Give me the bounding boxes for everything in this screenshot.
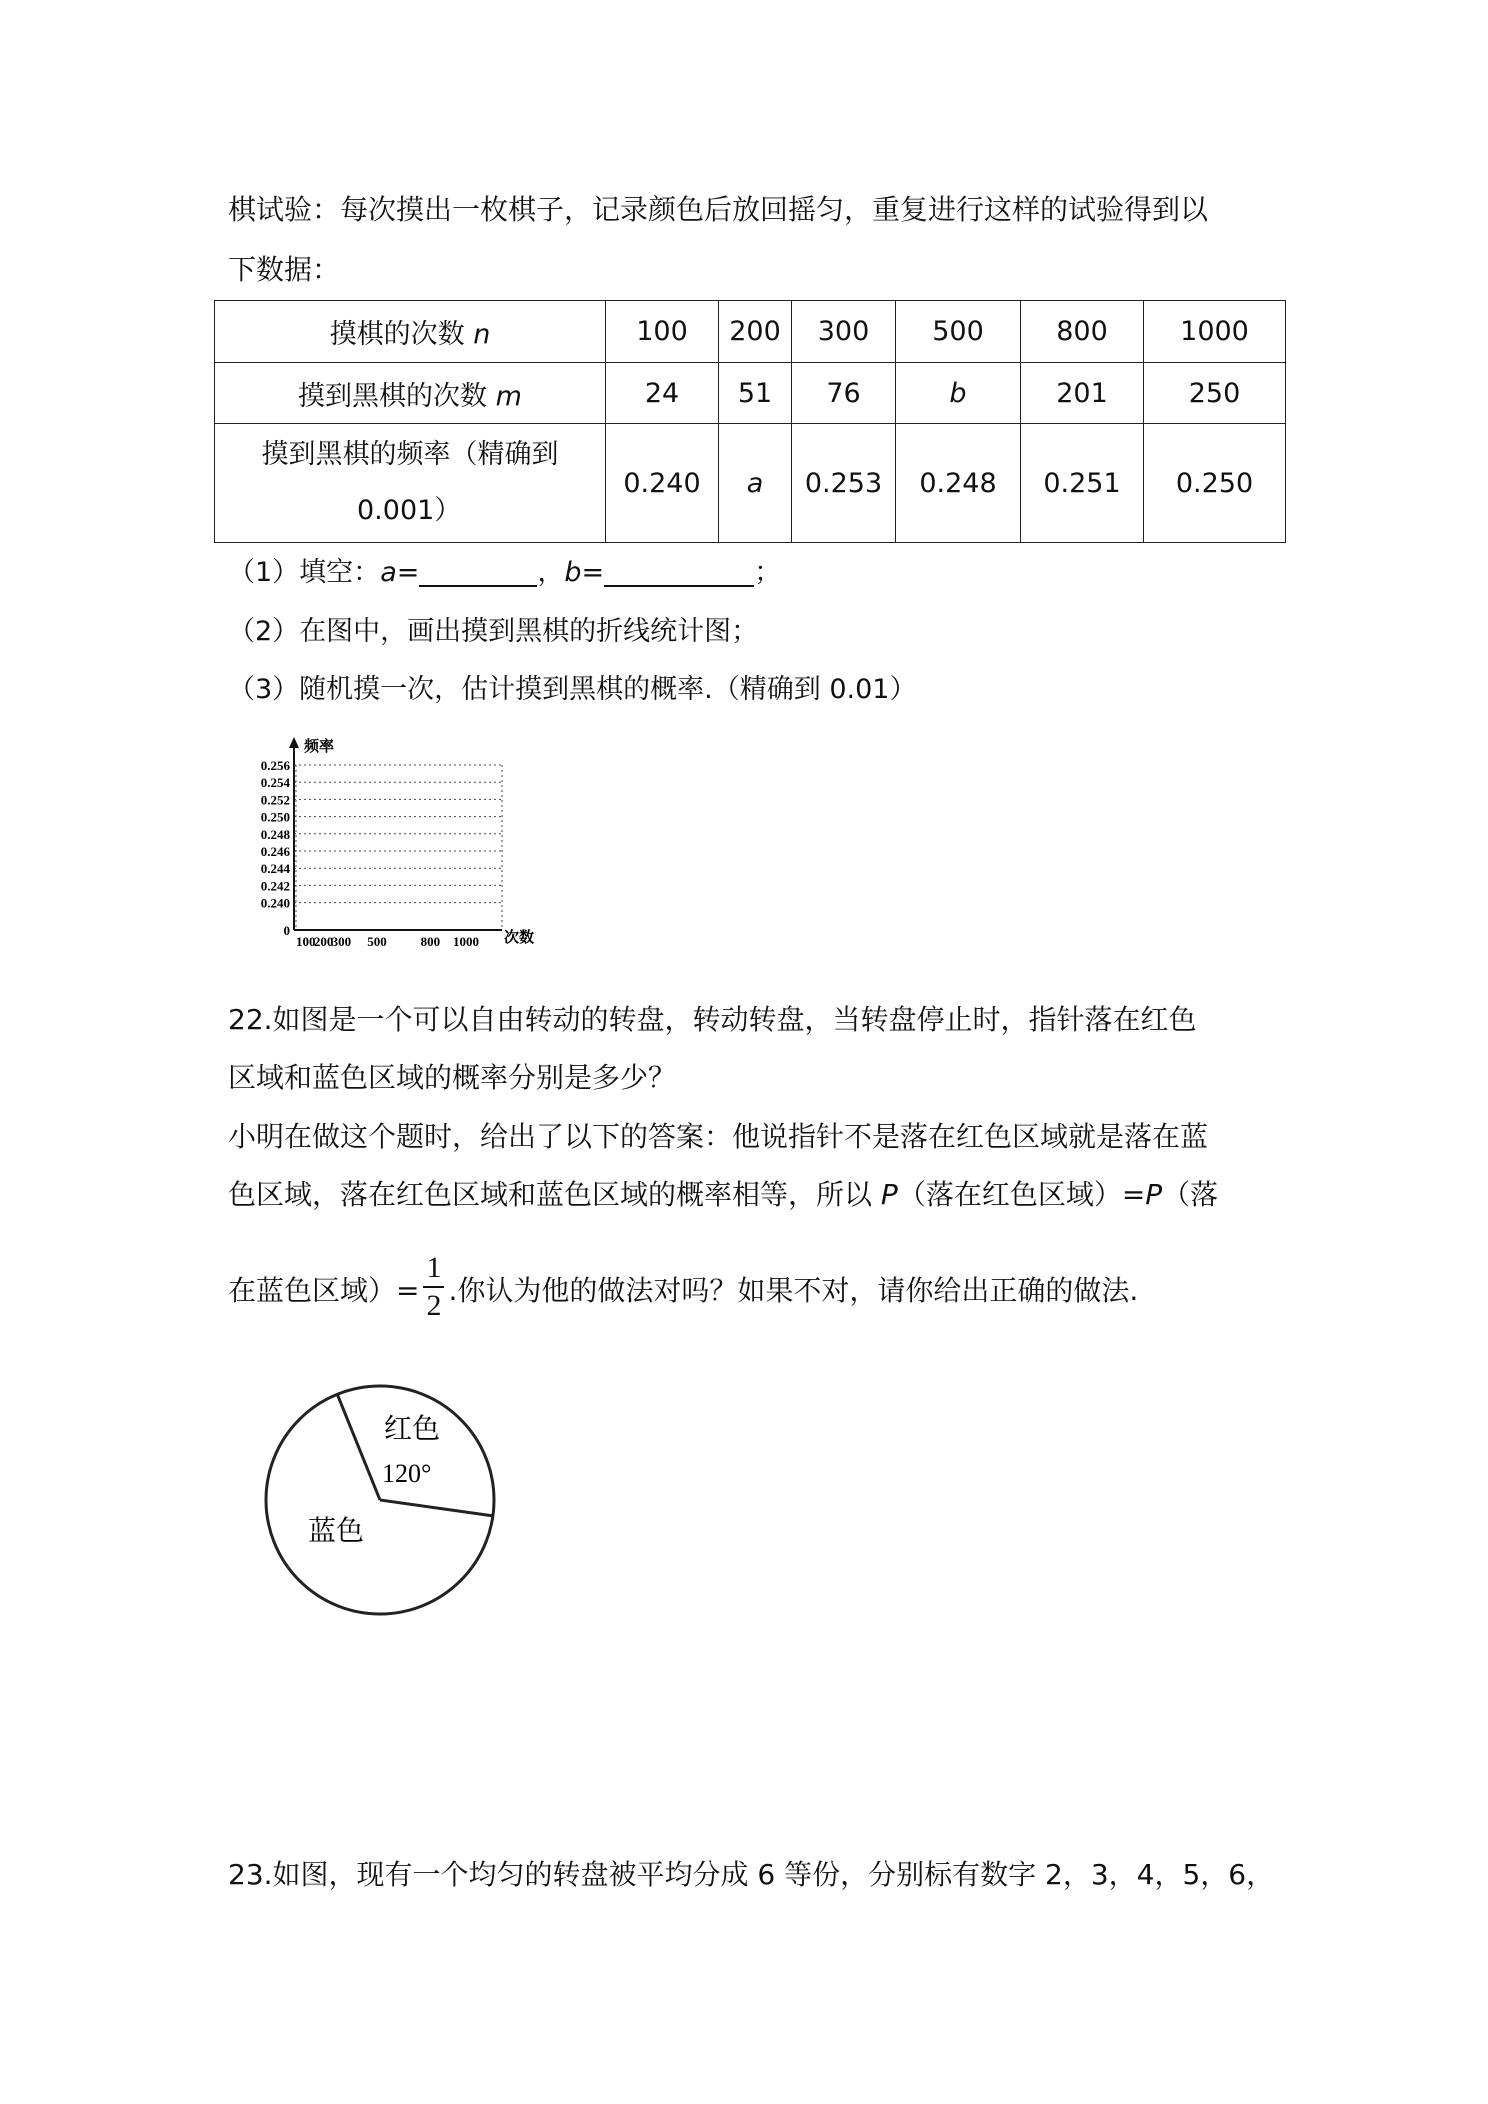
n-cell: 500	[896, 301, 1021, 363]
n-cell: 800	[1021, 301, 1144, 363]
m-cell: 51	[719, 363, 792, 424]
table-row-m	[215, 363, 1286, 424]
n-cell: 200	[719, 301, 792, 363]
q21-part1-prefix: （1）填空：	[228, 557, 381, 588]
red-region-angle: 120°	[382, 1459, 432, 1488]
row-header-n-var: n	[473, 319, 491, 350]
q21-eq-b: =	[581, 557, 605, 588]
fraction-one-half	[423, 1250, 444, 1324]
freq-cell: 0.253	[792, 424, 896, 543]
blank-a[interactable]	[419, 555, 537, 587]
m-cell: 201	[1021, 363, 1144, 424]
y-axis-label: 频率	[304, 739, 335, 755]
fraction-numerator: 1	[423, 1250, 444, 1288]
x-tick-label: 1000	[453, 934, 479, 949]
q22-line-4c: （落	[1162, 1178, 1219, 1211]
red-region-label: 红色	[384, 1414, 441, 1445]
q21-part1	[228, 553, 781, 593]
row-header-freq-line1: 摸到黑棋的频率（精确到	[261, 439, 559, 470]
row-header-m-var: m	[495, 380, 522, 412]
q22-line-4a: 色区域，落在红色区域和蓝色区域的概率相等，所以	[228, 1178, 873, 1211]
y-tick-label: 0.240	[260, 895, 290, 911]
y-tick-label: 0.250	[260, 809, 290, 825]
table-row-freq	[215, 424, 1286, 543]
freq-cell: 0.251	[1021, 424, 1144, 543]
freq-cell: 0.250	[1144, 424, 1286, 543]
table-row-n	[215, 301, 1286, 363]
y-tick-label: 0.246	[260, 844, 290, 859]
frequency-chart	[240, 735, 570, 960]
x-tick-label: 500	[367, 934, 387, 949]
y-tick-label: 0.248	[260, 826, 290, 842]
q22-line-5b: .你认为他的做法对吗？如果不对，请你给出正确的做法.	[448, 1274, 1139, 1307]
q22-p-symbol-2: P	[1145, 1178, 1163, 1211]
y-tick-label: 0.252	[260, 792, 290, 808]
blue-region-label: 蓝色	[308, 1516, 365, 1547]
q22-line-5a: 在蓝色区域）=	[228, 1274, 420, 1307]
q22-line-2: 区域和蓝色区域的概率分别是多少？	[228, 1061, 677, 1094]
q22-line-5	[228, 1251, 1139, 1328]
freq-cell: 0.240	[606, 424, 719, 543]
row-header-n-label: 摸棋的次数	[329, 319, 465, 350]
y-tick-label: 0	[283, 923, 290, 938]
intro-line-2: 下数据：	[228, 253, 341, 286]
x-tick-label: 100	[296, 934, 316, 949]
y-tick-label: 0.242	[260, 878, 290, 894]
y-axis-arrow-icon	[289, 737, 299, 748]
q21-var-a: a	[380, 557, 397, 588]
row-header-m-label: 摸到黑棋的次数	[298, 380, 488, 412]
data-table	[214, 300, 1286, 543]
q21-var-b: b	[564, 557, 582, 588]
m-cell: 250	[1144, 363, 1286, 424]
q22-line-1: 22.如图是一个可以自由转动的转盘，转动转盘，当转盘停止时，指针落在红色	[228, 1003, 1197, 1036]
x-axis-label: 次数	[504, 930, 535, 946]
intro-line-1: 棋试验：每次摸出一枚棋子，记录颜色后放回摇匀，重复进行这样的试验得到以	[228, 193, 1209, 226]
q22-line-4b: （落在红色区域）=	[897, 1178, 1146, 1211]
q21-eq-a: =	[396, 557, 420, 588]
m-cell: 24	[606, 363, 719, 424]
blank-b[interactable]	[604, 555, 754, 587]
x-tick-label: 200	[313, 934, 334, 949]
q21-end: ；	[754, 557, 782, 588]
row-header-n	[215, 301, 606, 363]
row-header-freq-line2: 0.001）	[357, 495, 462, 526]
m-cell: 76	[792, 363, 896, 424]
spinner-figure	[262, 1382, 502, 1622]
n-cell: 300	[792, 301, 896, 363]
q21-part2: （2）在图中，画出摸到黑棋的折线统计图；	[228, 616, 759, 647]
q22-p-symbol: P	[880, 1178, 898, 1211]
q21-part3: （3）随机摸一次，估计摸到黑棋的概率.（精确到 0.01）	[228, 674, 917, 705]
n-cell: 1000	[1144, 301, 1286, 363]
m-cell-b: b	[896, 363, 1021, 424]
q22-line-4	[228, 1175, 1218, 1215]
y-tick-label: 0.254	[260, 775, 290, 791]
freq-cell: 0.248	[896, 424, 1021, 543]
x-tick-label: 300	[331, 934, 352, 949]
n-cell: 100	[606, 301, 719, 363]
y-tick-label: 0.256	[260, 758, 290, 773]
row-header-freq	[215, 424, 606, 543]
freq-cell-a: a	[719, 424, 792, 543]
fraction-denominator: 2	[426, 1289, 442, 1322]
q21-sep: ，	[537, 557, 565, 588]
q22-line-3: 小明在做这个题时，给出了以下的答案：他说指针不是落在红色区域就是落在蓝	[228, 1120, 1209, 1153]
row-header-m	[215, 363, 606, 424]
q23-line-1: 23.如图，现有一个均匀的转盘被平均分成 6 等份，分别标有数字 2，3，4，5，6，	[228, 1858, 1275, 1891]
x-tick-label: 800	[420, 934, 441, 949]
chart-grid	[294, 765, 502, 930]
y-tick-label: 0.244	[260, 861, 290, 877]
